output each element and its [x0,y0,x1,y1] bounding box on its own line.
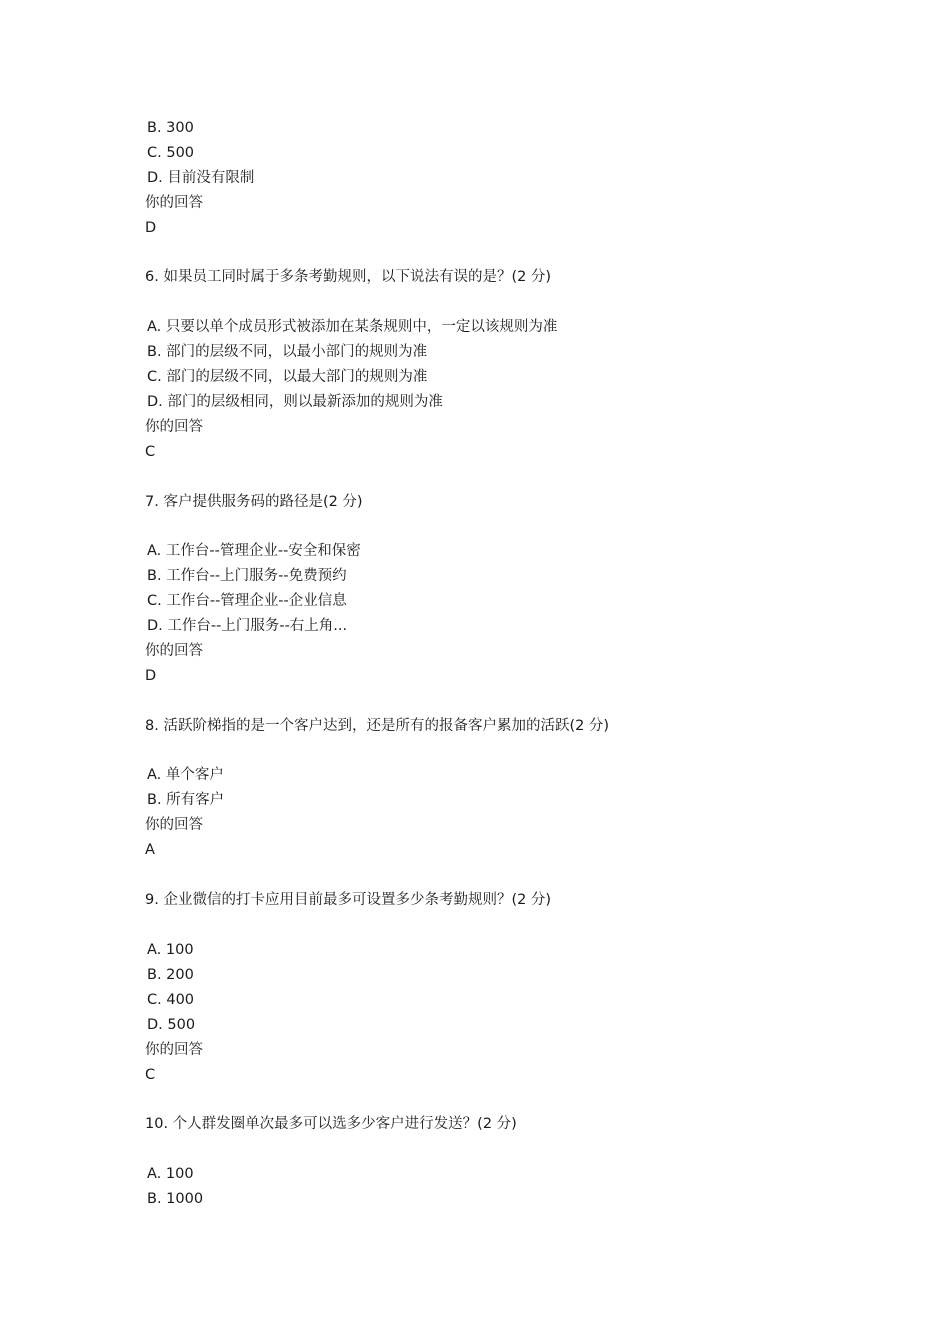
answer-value: C [145,444,156,460]
option-b: B. 1000 [147,1191,204,1207]
option-d: D. 工作台--上门服务--右上角... [147,618,348,634]
option-a: A. 100 [147,942,194,958]
option-c: C. 400 [147,992,195,1008]
option-b: B. 300 [147,120,194,136]
question-6: 6. 如果员工同时属于多条考勤规则，以下说法有误的是？(2 分) [145,269,552,285]
option-b: B. 工作台--上门服务--免费预约 [147,568,347,584]
answer-value: D [145,668,157,684]
option-d: D. 500 [147,1017,196,1033]
answer-label: 你的回答 [145,817,203,833]
answer-label: 你的回答 [145,419,203,435]
option-b: B. 所有客户 [147,792,225,808]
answer-label: 你的回答 [145,643,203,659]
option-b: B. 200 [147,967,194,983]
option-b: B. 部门的层级不同，以最小部门的规则为准 [147,344,428,360]
option-a: A. 单个客户 [147,767,224,783]
option-d: D. 部门的层级相同，则以最新添加的规则为准 [147,394,443,410]
answer-value: D [145,220,157,236]
answer-value: C [145,1067,156,1083]
option-c: C. 500 [147,145,195,161]
option-c: C. 工作台--管理企业--企业信息 [147,593,347,609]
option-c: C. 部门的层级不同，以最大部门的规则为准 [147,369,428,385]
question-9: 9. 企业微信的打卡应用目前最多可设置多少条考勤规则？(2 分) [145,892,552,908]
question-7: 7. 客户提供服务码的路径是(2 分) [145,494,363,510]
question-10: 10. 个人群发圈单次最多可以选多少客户进行发送？(2 分) [145,1116,517,1132]
option-a: A. 工作台--管理企业--安全和保密 [147,543,361,559]
option-a: A. 只要以单个成员形式被添加在某条规则中，一定以该规则为准 [147,319,558,335]
answer-label: 你的回答 [145,1042,203,1058]
answer-label: 你的回答 [145,195,203,211]
answer-value: A [145,842,155,858]
option-d: D. 目前没有限制 [147,170,255,186]
option-a: A. 100 [147,1166,194,1182]
question-8: 8. 活跃阶梯指的是一个客户达到，还是所有的报备客户累加的活跃(2 分) [145,718,610,734]
